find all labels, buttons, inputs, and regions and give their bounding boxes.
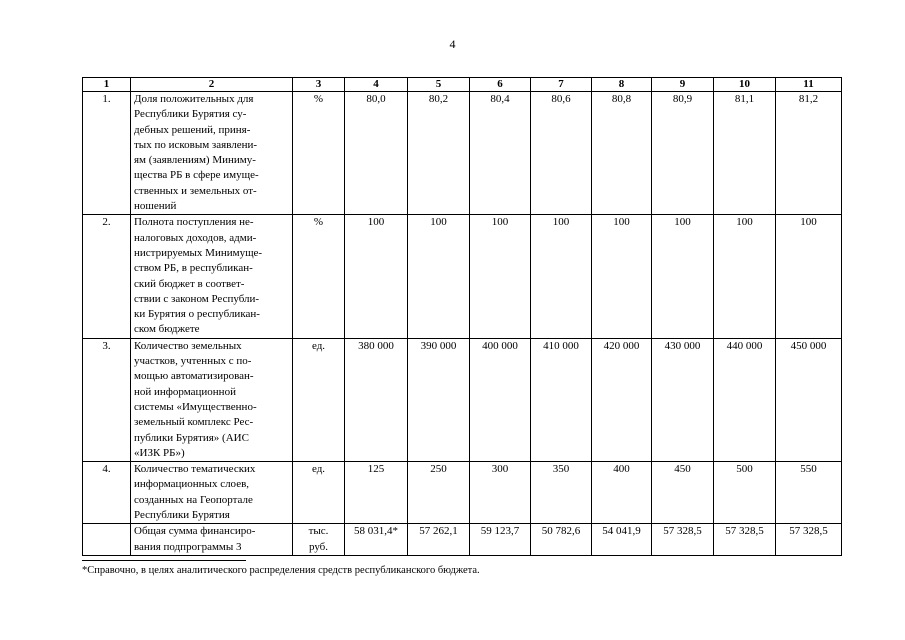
value-cell: 440 000 [714,338,776,461]
indicator-name [131,524,293,556]
column-header: 7 [531,78,592,92]
column-header: 5 [408,78,470,92]
unit-cell [293,338,345,461]
value-cell: 57 328,5 [714,524,776,556]
footnote-separator [82,560,246,561]
column-header: 2 [131,78,293,92]
value-cell: 100 [714,215,776,338]
value-cell: 100 [345,215,408,338]
indicator-name [131,462,293,524]
value-cell: 250 [408,462,470,524]
value-cell: 300 [470,462,531,524]
value-cell: 58 031,4* [345,524,408,556]
value-cell: 80,0 [345,92,408,215]
value-cell: 80,9 [652,92,714,215]
cell-line: Количество земельных [134,339,242,352]
column-header: 6 [470,78,531,92]
row-number: 2. [83,215,131,338]
cell-line: Количество тематических [134,463,256,476]
cell-line: щества РБ в сфере имуще- [134,169,259,182]
cell-line: ной информационной [134,385,236,398]
value-cell: 400 [592,462,652,524]
cell-line: налоговых доходов, адми- [134,231,257,244]
table-row [83,338,842,461]
value-cell: 410 000 [531,338,592,461]
cell-line: мощью автоматизирован- [134,370,254,383]
value-cell: 57 328,5 [652,524,714,556]
cell-line: вания подпрограммы 3 [134,540,242,553]
cell-line: Республики Бурятия [134,509,230,522]
value-cell: 100 [531,215,592,338]
cell-line: «ИЗК РБ») [134,446,185,459]
value-cell: 430 000 [652,338,714,461]
table-row [83,92,842,215]
cell-line: созданных на Геопортале [134,493,253,506]
table-row [83,524,842,556]
cell-line: ед. [311,463,326,476]
indicator-name [131,215,293,338]
cell-line: участков, учтенных с по- [134,355,252,368]
column-header: 4 [345,78,408,92]
value-cell: 54 041,9 [592,524,652,556]
unit-cell [293,524,345,556]
page-number: 4 [449,37,456,51]
cell-line: земельный комплекс Рес- [134,416,254,429]
table-header-row [83,78,842,92]
cell-line: публики Бурятия» (АИС [134,431,249,444]
value-cell: 500 [714,462,776,524]
unit-cell [293,215,345,338]
row-number: 4. [83,462,131,524]
cell-line: ском бюджете [134,323,200,336]
column-header: 10 [714,78,776,92]
indicator-name [131,338,293,461]
value-cell: 100 [776,215,842,338]
table-row [83,462,842,524]
value-cell: 57 262,1 [408,524,470,556]
column-header: 8 [592,78,652,92]
column-header: 9 [652,78,714,92]
column-header: 3 [293,78,345,92]
cell-line: тыс. [308,525,329,538]
value-cell: 80,2 [408,92,470,215]
column-header: 11 [776,78,842,92]
value-cell: 57 328,5 [776,524,842,556]
cell-line: ки Бурятия о республикан- [134,308,260,321]
value-cell: 450 000 [776,338,842,461]
value-cell: 59 123,7 [470,524,531,556]
value-cell: 450 [652,462,714,524]
cell-line: системы «Имущественно- [134,400,257,413]
value-cell: 420 000 [592,338,652,461]
value-cell: 350 [531,462,592,524]
value-cell: 80,4 [470,92,531,215]
value-cell: 400 000 [470,338,531,461]
value-cell: 125 [345,462,408,524]
value-cell: 100 [470,215,531,338]
cell-line: Полнота поступления не- [134,216,254,229]
row-number [83,524,131,556]
value-cell: 100 [408,215,470,338]
value-cell: 100 [652,215,714,338]
value-cell: 380 000 [345,338,408,461]
value-cell: 390 000 [408,338,470,461]
cell-line: информационных слоев, [134,478,250,491]
cell-line: Республики Бурятия су- [134,108,247,121]
indicators-table [82,77,842,556]
value-cell: 550 [776,462,842,524]
unit-cell [293,462,345,524]
column-header: 1 [83,78,131,92]
cell-line: руб. [308,540,329,553]
row-number: 1. [83,92,131,215]
footnote: *Справочно, в целях аналитического распределения средств республиканского бюджета. [82,565,480,576]
cell-line: % [313,216,324,229]
value-cell: 81,1 [714,92,776,215]
cell-line: нистрируемых Минимуще- [134,246,263,259]
value-cell: 81,2 [776,92,842,215]
cell-line: % [313,93,324,105]
cell-line: Общая сумма финансиро- [134,525,256,538]
cell-line: ственных и земельных от- [134,184,257,197]
value-cell: 100 [592,215,652,338]
value-cell: 80,8 [592,92,652,215]
cell-line: тых по исковым заявлени- [134,138,258,151]
cell-line: ством РБ, в республикан- [134,262,253,275]
unit-cell [293,92,345,215]
cell-line: дебных решений, приня- [134,123,251,136]
cell-line: ям (заявлениям) Миниму- [134,154,256,167]
cell-line: ствии с законом Республи- [134,292,260,305]
row-number: 3. [83,338,131,461]
cell-line: ношений [134,200,177,213]
table-row [83,215,842,338]
value-cell: 50 782,6 [531,524,592,556]
value-cell: 80,6 [531,92,592,215]
indicator-name [131,92,293,215]
cell-line: Доля положительных для [134,93,254,105]
cell-line: ед. [311,339,326,352]
cell-line: ский бюджет в соответ- [134,277,245,290]
